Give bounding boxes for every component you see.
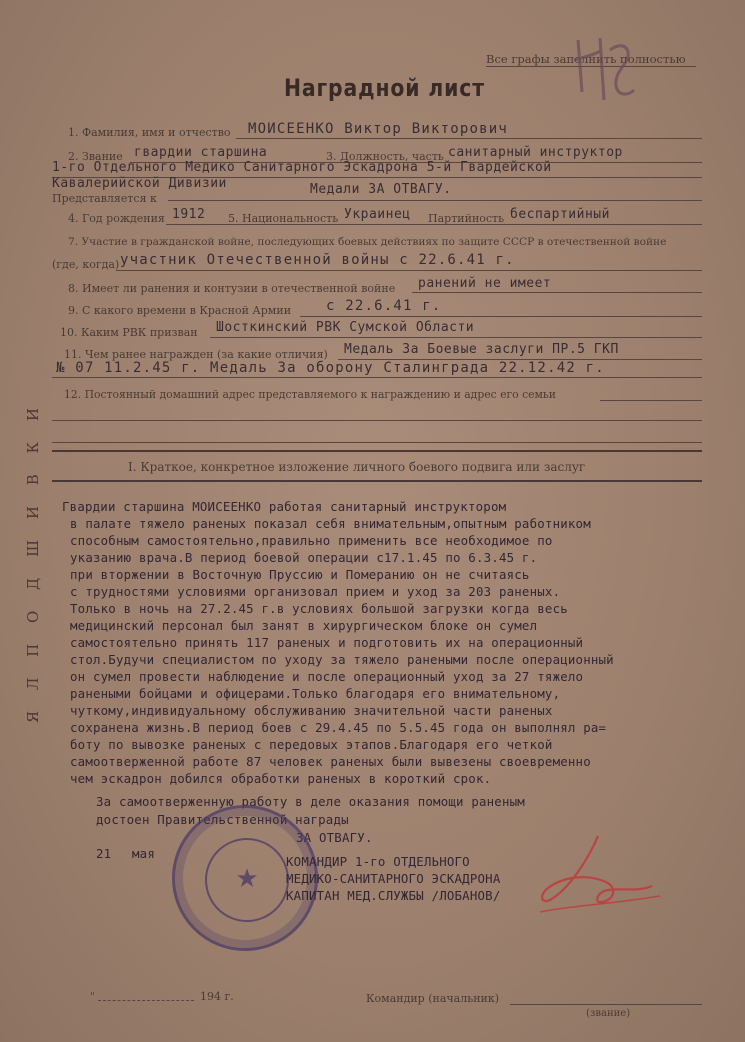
field-3-label: 3. Должность, часть	[326, 150, 444, 163]
all-fields-note: Все графы заполнить полностью	[486, 52, 686, 66]
party-label: Партийность	[428, 212, 505, 225]
field-7-where-label: (где, когда)	[52, 258, 120, 271]
narrative-line: с трудностями условиями организовал прием и уход за 203 раненых.	[70, 584, 561, 599]
official-stamp: ★	[172, 805, 318, 951]
field-4-label: 4. Год рождения	[68, 212, 165, 225]
field-11-value: Медаль За Боевые заслуги ПР.5 ГКП	[344, 342, 619, 357]
narrative-line: способным самостоятельно,правильно применить все необходимое по	[70, 533, 553, 548]
field-2-label: 2. Звание	[68, 150, 123, 163]
field-1-label: 1. Фамилия, имя и отчество	[68, 126, 231, 139]
narrative-line: боту по вывозке раненых с передовых этапов.Благодаря его четкой	[70, 737, 553, 752]
field-5-label: 5. Национальность	[228, 212, 339, 225]
narrative-line: ранеными бойцами и офицерами.Только благодаря его внимательному,	[70, 686, 561, 701]
date-month: мая	[132, 846, 155, 861]
field-5-value: Украинец	[344, 207, 411, 222]
binding-margin-text: Я Л П О Д Ш И В К И	[24, 400, 42, 724]
party-value: беспартийный	[510, 207, 610, 222]
narrative-line: при вторжении в Восточную Пруссию и Померанию он не считаясь	[70, 567, 530, 582]
narrative-line: он сумел провести наблюдение и после операционный уход за 27 тяжело	[70, 669, 584, 684]
field-8-value: ранений не имеет	[418, 276, 552, 291]
narrative-line: Гвардии старшина МОИСЕЕНКО работая санитарный инструктором	[62, 499, 507, 514]
narrative-line: чуткому,индивидуальному обслуживанию значительной части раненых	[70, 703, 553, 718]
narrative-line: сохранена жизнь.В период боев с 29.4.45 по 5.5.45 года он выполнял ра=	[70, 720, 607, 735]
conclusion-line-3: ЗА ОТВАГУ.	[296, 830, 373, 845]
field-11-label: 11. Чем ранее награжден (за какие отличия)	[64, 348, 328, 361]
field-2-value: гвардии старшина	[134, 145, 268, 160]
field-9-value: с 22.6.41 г.	[326, 298, 442, 314]
page-title: Наградной лист	[284, 74, 485, 102]
award-sheet: Все графы заполнить полностью Наградной лист 1. Фамилия, имя и отчество МОИСЕЕНКО Виктор Викторович 2. Звание гвардии старшина 3. Должность, часть санитарный инструктор 1-го Отдельного Медико Санитарного Эскадрона 5-й Гвардейской Кавалерийской Дивизии Представляется к Медали ЗА ОТВАГУ. 4. Год рождения 1912 5. Национальность Украинец Партийность беспартийный 7. Участие в гражданской войне, последующих боевых действиях по защите СССР в отечественной войне (где, когда) участник Отечественной войны с 22.6.41 г. 8. Имеет ли ранения и контузии в отечественной войне ранений не имеет 9. С какого времени в Красной Армии с 22.6.41 г. 10. Каким РВК призван Шосткинский РВК Сумской Области 11. Чем ранее награжден (за какие отличия) Медаль За Боевые заслуги ПР.5 ГКП № 07 11.2.45 г. Медаль За оборону Сталинграда 22.12.42 г. 12. Постоянный домашний адрес представляемого к награждению и адрес его семьи I. Краткое, конкретное изложение личного боевого подвига или заслуг Я Л П О Д Ш И В К И Гвардии старшина МОИСЕЕНКО работая санитарный инструктором в палате тяжело раненых показал себя внимательным,опытным работником способным самостоятельно,правильно применить все необходимое по указанию врача.В период боевой операции с17.1.45 по 6.3.45 г. при вторжении в Восточную Пруссию и Померанию он не считаясь с трудностями условиями организовал прием и уход за 203 раненых. Только в ночь на 27.2.45 г.в условиях большой загрузки когда весь медицинский персонал был занят в хирургическом блоке он сумел самостоятельно принять 117 раненых и подготовить их на операционный стол.Будучи специалистом по уходу за тяжело ранеными после операционный он сумел провести наблюдение и после операционный уход за 27 тяжело ранеными бойцами и офицерами.Только благодаря его внимательному, чуткому,индивидуальному обслуживанию значительной части раненых сохранена жизнь.В период боев с 29.4.45 по 5.5.45 года он выполнял ра= боту по вывозке раненых с передовых этапов.Благодаря его четкой самоотверженной работе 87 человек раненых были вывезены своевременно чем эскадрон добился обработки раненых в короткий срок. За самоотверженную работу в деле оказания помощи раненым достоен Правительственной награды ЗА ОТВАГУ. ★ 21 мая КОМАНДИР 1-го ОТДЕЛЬНОГО МЕДИКО-САНИТАРНОГО ЭСКАДРОНА КАПИТАН МЕД.СЛУЖБЫ /ЛОБАНОВ/ " 194 г. Командир (начальник) (звание)	[0, 0, 745, 1042]
field-3-value-cont2: Кавалерийской Дивизии	[52, 176, 227, 191]
date-day: 21	[96, 846, 112, 861]
field-3-value-cont: 1-го Отдельного Медико Санитарного Эскадрона 5-й Гвардейской	[52, 160, 552, 175]
narrative-line: чем эскадрон добился обработки раненых в короткий срок.	[70, 771, 492, 786]
narrative-line: самостоятельно принять 117 раненых и подготовить их на операционный	[70, 635, 584, 650]
signatory-line-3: КАПИТАН МЕД.СЛУЖБЫ /ЛОБАНОВ/	[286, 888, 501, 903]
signatory-line-2: МЕДИКО-САНИТАРНОГО ЭСКАДРОНА	[286, 871, 501, 886]
conclusion-line-1: За самоотверженную работу в деле оказания помощи раненым	[96, 794, 525, 809]
footer-date-template: 194 г.	[200, 990, 234, 1003]
field-9-label: 9. С какого времени в Красной Армии	[68, 304, 292, 317]
field-7-label: 7. Участие в гражданской войне, последующих боевых действиях по защите СССР в отечественной войне	[68, 236, 667, 248]
represented-label: Представляется к	[52, 192, 157, 205]
represented-value: Медали ЗА ОТВАГУ.	[310, 182, 452, 197]
signatory-line-1: КОМАНДИР 1-го ОТДЕЛЬНОГО	[286, 854, 470, 869]
narrative-line: указанию врача.В период боевой операции с17.1.45 по 6.3.45 г.	[70, 550, 538, 565]
section-title: I. Краткое, конкретное изложение личного боевого подвига или заслуг	[128, 460, 586, 474]
field-3-value: санитарный инструктор	[448, 145, 623, 160]
conclusion-line-2: достоен Правительственной награды	[96, 812, 349, 827]
field-7-value: участник Отечественной войны с 22.6.41 г.	[120, 252, 515, 268]
handwritten-number-mark	[570, 30, 640, 110]
field-4-value: 1912	[172, 207, 206, 222]
rank-label: (звание)	[586, 1008, 631, 1019]
field-8-label: 8. Имеет ли ранения и контузии в отечественной войне	[68, 282, 396, 295]
narrative-line: медицинский персонал был занят в хирургическом блоке он сумел	[70, 618, 538, 633]
field-10-label: 10. Каким РВК призван	[60, 326, 198, 339]
handwritten-signature	[528, 830, 668, 920]
field-12-label: 12. Постоянный домашний адрес представляемого к награждению и адрес его семьи	[64, 388, 556, 401]
narrative-line: в палате тяжело раненых показал себя внимательным,опытным работником	[70, 516, 591, 531]
narrative-line: стол.Будучи специалистом по уходу за тяжело ранеными после операционный	[70, 652, 614, 667]
narrative-line: Только в ночь на 27.2.45 г.в условиях большой загрузки когда весь	[70, 601, 568, 616]
field-1-value: МОИСЕЕНКО Виктор Викторович	[248, 121, 508, 137]
field-10-value: Шосткинский РВК Сумской Области	[216, 320, 475, 335]
narrative-line: самоотверженной работе 87 человек раненых были вывезены своевременно	[70, 754, 591, 769]
commander-label: Командир (начальник)	[366, 992, 500, 1005]
field-11-value-cont: № 07 11.2.45 г. Медаль За оборону Сталинграда 22.12.42 г.	[56, 360, 605, 376]
